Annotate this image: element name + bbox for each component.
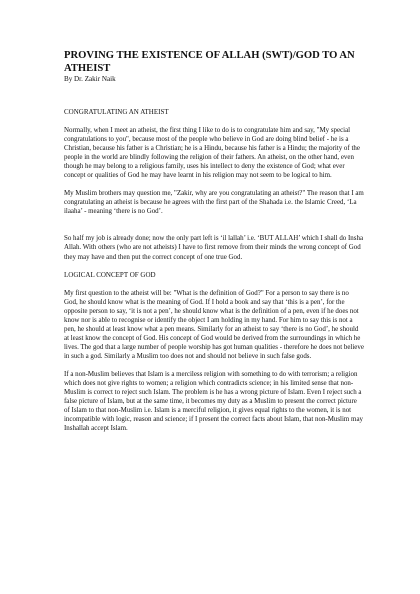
- paragraph-2: My Muslim brothers may question me, "Zakir, why are you congratulating an atheist?" The reason that I am congratulating an atheist is because he agrees with the first part of the Shahada i.e. the Islamic Creed, ‘La ilaaha’ - meaning ‘there is no God’.: [64, 189, 364, 216]
- document-page: [64, 50, 364, 433]
- section-heading-congratulating: CONGRATULATING AN ATHEIST: [64, 108, 169, 116]
- paragraph-5: If a non-Muslim believes that Islam is a merciless religion with something to do with terrorism; a religion which does not give rights to women; a religion which contradicts science; in his limited sense that non-Muslim is correct to reject such Islam. The problem is he has a wrong picture of Islam. Even I reject such a false picture of Islam, but at the same time, it becomes my duty as a Muslim to present the correct picture of Islam to that non-Muslim i.e. Islam is a merciful religion, it gives equal rights to the women, it is not incompatible with logic, reason and science; if I present the correct facts about Islam, that non-Muslim may Inshallah accept Islam.: [64, 369, 363, 433]
- document-author: By Dr. Zakir Naik: [64, 75, 116, 83]
- section-heading-logical-concept: LOGICAL CONCEPT OF GOD: [64, 270, 156, 279]
- document-title: PROVING THE EXISTENCE OF ALLAH (SWT)/GOD TO AN ATHEIST: [64, 50, 355, 74]
- paragraph-1: Normally, when I meet an atheist, the first thing I like to do is to congratulate him and say, "My special congratulations to you", because most of the people who believe in God are doing blind belief - he is a Christian, because his father is a Christian; he is a Hindu, because his father is a Hindu; the majority of the people in the world are blindly following the religion of their fathers. An atheist, on the other hand, even though he may belong to a religious family, uses his intellect to deny the existence of God; what ever concept or qualities of God he may have learnt in his religion may not seem to be logical to him.: [64, 126, 360, 180]
- paragraph-4: My first question to the atheist will be: "What is the definition of God?" For a person to say there is no God, he should know what is the meaning of God. If I hold a book and say that ‘this is a pen’, for the opposite person to say, ‘it is not a pen’, he should know what is the definition of a pen, even if he does not know nor is able to recognise or identify the object I am holding in my hand. For him to say this is not a pen, he should at least know what a pen means. Similarly for an atheist to say ‘there is no God’, he should at least know the concept of God. His concept of God would be derived from the surroundings in which he lives. The god that a large number of people worship has got human qualities - therefore he does not believe in such a god. Similarly a Muslim too does not and should not believe in such false gods.: [64, 288, 364, 360]
- paragraph-3: So half my job is already done; now the only part left is ‘il lallah’ i.e. ‘BUT ALLAH’ which I shall do Insha Allah. With others (who are not atheists) I have to first remove from their minds the wrong concept of God they may have and then put the correct concept of one true God.: [64, 234, 364, 261]
